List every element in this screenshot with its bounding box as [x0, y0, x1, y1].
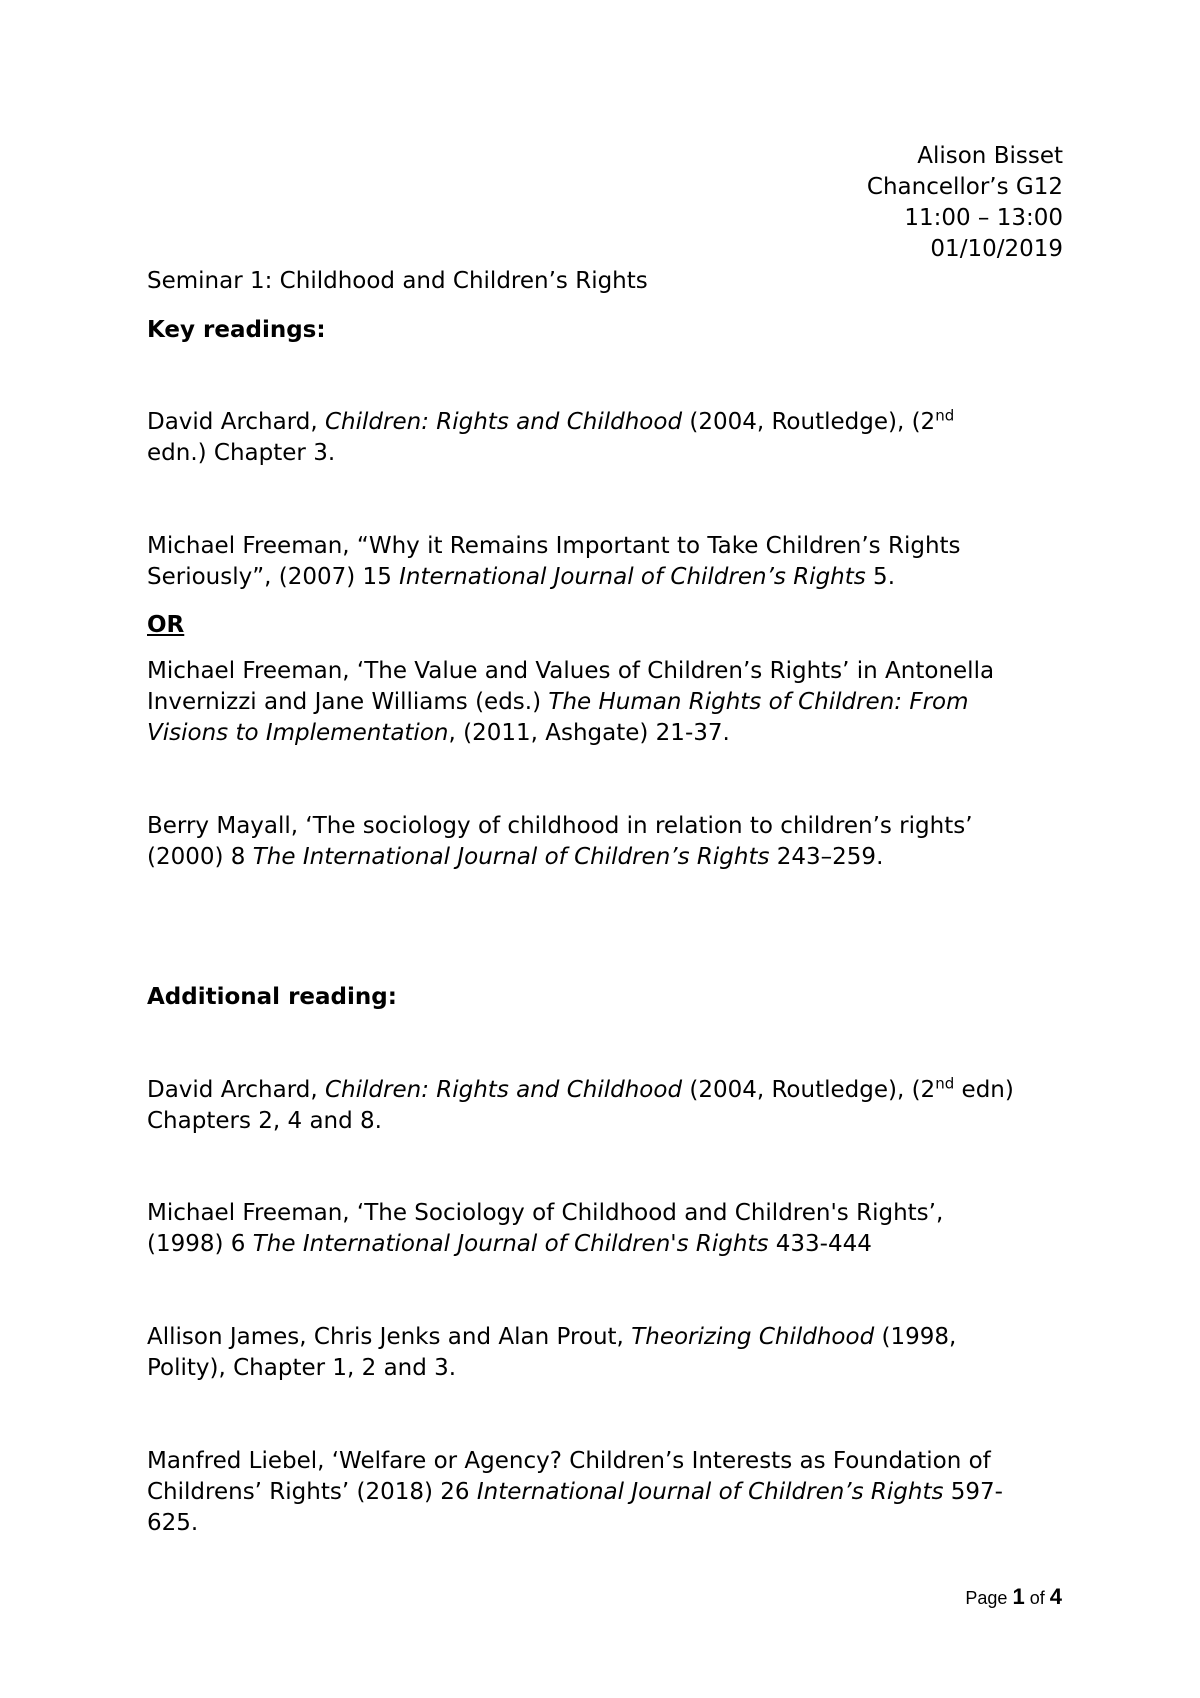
session-time: 11:00 – 13:00 [904, 205, 1063, 231]
citation-line: Michael Freeman, “Why it Remains Important to Take Children’s Rights [147, 533, 961, 559]
citation-title: Visions to Implementation [147, 720, 449, 746]
citation-journal: International Journal of Children’s Rights [399, 564, 866, 590]
citation-author: Allison James, Chris Jenks and Alan Prout, [147, 1324, 632, 1350]
citation-publication: (2004, Routledge), (2 [682, 1077, 936, 1103]
edition-superscript: nd [935, 406, 955, 425]
citation-publication: , (2011, Ashgate) 21-37. [448, 720, 730, 746]
page-label: Page [965, 1588, 1008, 1608]
citation-line: Polity), Chapter 1, 2 and 3. [147, 1355, 457, 1381]
seminar-title: Seminar 1: Childhood and Children’s Rights [147, 268, 648, 294]
citation-author: David Archard, [147, 409, 325, 435]
citation-journal: International Journal of Children’s Rights [476, 1479, 944, 1505]
citation-author: David Archard, [147, 1077, 325, 1103]
citation-line [147, 1229, 872, 1260]
citation-line [147, 1075, 1014, 1106]
citation-title: Theorizing Childhood [631, 1324, 875, 1350]
citation-line [147, 562, 895, 593]
key-readings-heading: Key readings: [147, 317, 326, 343]
session-date: 01/10/2019 [930, 236, 1063, 262]
citation-journal: The International Journal of Children’s Rights [252, 844, 770, 870]
citation-line [147, 718, 730, 749]
page-number-footer [965, 1585, 1062, 1610]
citation-line [147, 1322, 956, 1353]
citation-page: 597- [943, 1479, 1003, 1505]
edition-superscript: nd [935, 1074, 955, 1093]
or-divider: OR [147, 612, 185, 638]
citation-text: Childrens’ Rights’ (2018) 26 [147, 1479, 477, 1505]
citation-publication: (2004, Routledge), (2 [682, 409, 936, 435]
citation-line: 625. [147, 1510, 199, 1536]
citation-line: Chapters 2, 4 and 8. [147, 1108, 382, 1134]
citation-text: Seriously”, (2007) 15 [147, 564, 400, 590]
citation-line [147, 407, 954, 438]
total-pages: 4 [1049, 1584, 1062, 1609]
citation-text: (2000) 8 [147, 844, 253, 870]
citation-title: Children: Rights and Childhood [325, 1077, 683, 1103]
document-header [867, 141, 1063, 265]
citation-line [147, 687, 969, 718]
citation-line: Berry Mayall, ‘The sociology of childhood in relation to children’s rights’ [147, 813, 973, 839]
citation-page: 5. [865, 564, 896, 590]
citation-page: 433-444 [768, 1231, 872, 1257]
author-name: Alison Bisset [917, 143, 1063, 169]
of-label: of [1029, 1588, 1045, 1608]
citation-line: Michael Freeman, ‘The Value and Values of Children’s Rights’ in Antonella [147, 658, 995, 684]
citation-journal: The International Journal of Children's Rights [252, 1231, 769, 1257]
citation-line [147, 842, 883, 873]
citation-line: edn.) Chapter 3. [147, 440, 336, 466]
citation-title: Children: Rights and Childhood [325, 409, 683, 435]
additional-reading-heading: Additional reading: [147, 984, 397, 1010]
citation-text: Invernizzi and Jane Williams (eds.) [147, 689, 549, 715]
citation-edition: edn) [954, 1077, 1014, 1103]
citation-publication: (1998, [874, 1324, 957, 1350]
current-page-number: 1 [1012, 1584, 1025, 1609]
citation-page: 243–259. [769, 844, 884, 870]
citation-line: Michael Freeman, ‘The Sociology of Childhood and Children's Rights’, [147, 1200, 944, 1226]
citation-line: Manfred Liebel, ‘Welfare or Agency? Children’s Interests as Foundation of [147, 1448, 991, 1474]
citation-title: The Human Rights of Children: From [548, 689, 969, 715]
citation-text: (1998) 6 [147, 1231, 253, 1257]
citation-line [147, 1477, 1003, 1508]
room-location: Chancellor’s G12 [866, 174, 1063, 200]
